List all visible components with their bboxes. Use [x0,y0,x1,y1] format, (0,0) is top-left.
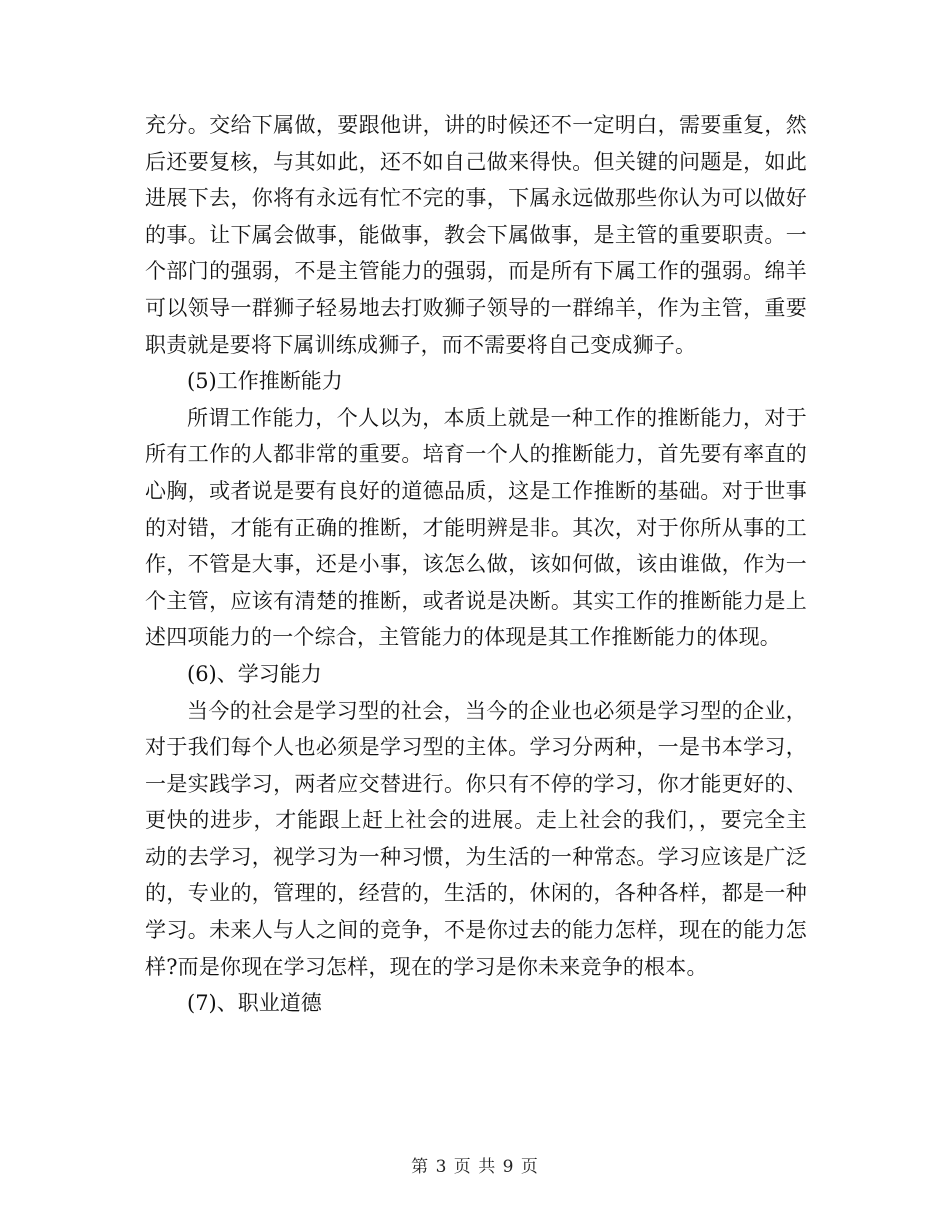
section-heading-7: (7)、职业道德 [187,991,322,1016]
section-paragraph-5: 所谓工作能力，个人以为，本质上就是一种工作的推断能力，对于所有工作的人都非常的重要。培育一个人的推断能力，首先要有率直的心胸，或者说是要有良好的道德品质，这是工作推断的基础。对于世事的对错，才能有正确的推断，才能明辨是非。其次，对于你所从事的工作，不管是大事，还是小事，该怎么做，该如何做，该由谁做，作为一个主管，应该有清楚的推断，或者说是决断。其实工作的推断能力是上述四项能力的一个综合，主管能力的体现是其工作推断能力的体现。 [145,405,807,650]
section-paragraph-6: 当今的社会是学习型的社会，当今的企业也必须是学习型的企业，对于我们每个人也必须是学习型的主体。学习分两种，一是书本学习，一是实践学习，两者应交替进行。你只有不停的学习，你才能更好的、更快的进步，才能跟上赶上社会的进展。走上社会的我们，，要完全主动的去学习，视学习为一种习惯，为生活的一种常态。学习应该是广泛的，专业的，管理的，经营的，生活的，休闲的，各种各样，都是一种学习。未来人与人之间的竞争，不是你过去的能力怎样，现在的能力怎样?而是你现在学习怎样，现在的学习是你未来竞争的根本。 [145,698,807,979]
document-body [145,107,807,1022]
continuation-paragraph: 充分。交给下属做，要跟他讲，讲的时候还不一定明白，需要重复，然后还要复核，与其如此，还不如自己做来得快。但关键的问题是，如此进展下去，你将有永远有忙不完的事，下属永远做那些你认为可以做好的事。让下属会做事，能做事，教会下属做事，是主管的重要职责。一个部门的强弱，不是主管能力的强弱，而是所有下属工作的强弱。绵羊可以领导一群狮子轻易地去打败狮子领导的一群绵羊，作为主管，重要职责就是要将下属训练成狮子，而不需要将自己变成狮子。 [145,113,807,357]
section-heading-5: (5)工作推断能力 [187,369,343,394]
page-number-footer: 第 3 页 共 9 页 [411,1157,539,1177]
section-heading-6: (6)、学习能力 [187,661,322,686]
